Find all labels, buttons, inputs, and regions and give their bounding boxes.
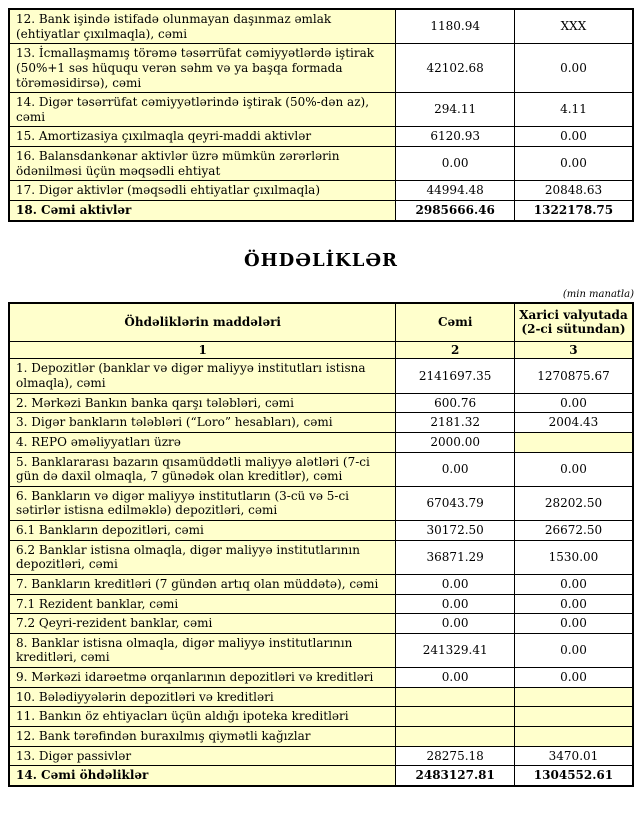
- table-row: [9, 707, 633, 727]
- table-row: [9, 687, 633, 707]
- unit-note: (min manatla): [562, 288, 634, 300]
- total-cell: [396, 707, 515, 727]
- foreign-currency-cell: 0.00: [514, 393, 633, 413]
- row-label: 6. Bankların və digər maliyyə institutların (3-cü və 5-ci sətirlər istisna edilməklə) depozitləri, cəmi: [9, 486, 396, 520]
- total-cell: 0.00: [396, 594, 515, 614]
- total-cell: 2483127.81: [396, 766, 515, 786]
- row-label: 9. Mərkəzi idarəetmə orqanlarının depozitləri və kreditləri: [9, 668, 396, 688]
- foreign-currency-cell: 28202.50: [514, 486, 633, 520]
- row-label: 14. Digər təsərrüfat cəmiyyətlərində iştirak (50%-dən az), cəmi: [9, 93, 396, 127]
- total-cell: 0.00: [396, 668, 515, 688]
- foreign-currency-cell: 0.00: [514, 594, 633, 614]
- row-label: 1. Depozitlər (banklar və digər maliyyə institutları istisna olmaqla), cəmi: [9, 359, 396, 393]
- foreign-currency-cell: XXX: [514, 9, 633, 44]
- foreign-currency-cell: 20848.63: [514, 181, 633, 201]
- table-row: [9, 181, 633, 201]
- total-cell: 44994.48: [396, 181, 515, 201]
- foreign-currency-cell: 1270875.67: [514, 359, 633, 393]
- total-cell: 241329.41: [396, 633, 515, 667]
- foreign-currency-cell: 3470.01: [514, 746, 633, 766]
- total-cell: 36871.29: [396, 540, 515, 574]
- foreign-currency-cell: [514, 707, 633, 727]
- foreign-currency-cell: 0.00: [514, 127, 633, 147]
- total-cell: 67043.79: [396, 486, 515, 520]
- foreign-currency-cell: 1530.00: [514, 540, 633, 574]
- col-number-2: 2: [396, 341, 515, 359]
- table-row: [9, 93, 633, 127]
- foreign-currency-cell: 0.00: [514, 614, 633, 634]
- foreign-currency-cell: 0.00: [514, 44, 633, 93]
- total-cell: 0.00: [396, 574, 515, 594]
- table-row: [9, 147, 633, 181]
- table-row: [9, 200, 633, 220]
- row-label: 14. Cəmi öhdəliklər: [9, 766, 396, 786]
- foreign-currency-cell: 0.00: [514, 147, 633, 181]
- header-row: [9, 303, 633, 342]
- row-label: 15. Amortizasiya çıxılmaqla qeyri-maddi aktivlər: [9, 127, 396, 147]
- foreign-currency-cell: 0.00: [514, 633, 633, 667]
- total-cell: 2181.32: [396, 413, 515, 433]
- table-row: [9, 44, 633, 93]
- row-label: 12. Bank işində istifadə olunmayan daşınmaz əmlak (ehtiyatlar çıxılmaqla), cəmi: [9, 9, 396, 44]
- table-row: [9, 9, 633, 44]
- foreign-currency-cell: 4.11: [514, 93, 633, 127]
- row-label: 8. Banklar istisna olmaqla, digər maliyyə institutlarının kreditləri, cəmi: [9, 633, 396, 667]
- row-label: 13. Digər passivlər: [9, 746, 396, 766]
- foreign-currency-cell: 2004.43: [514, 413, 633, 433]
- total-cell: 28275.18: [396, 746, 515, 766]
- foreign-currency-cell: 1322178.75: [514, 200, 633, 220]
- foreign-currency-cell: 26672.50: [514, 521, 633, 541]
- table-row: [9, 413, 633, 433]
- row-label: 7. Bankların kreditləri (7 gündən artıq olan müddətə), cəmi: [9, 574, 396, 594]
- liabilities-table: [8, 302, 634, 787]
- column-number-row: [9, 341, 633, 359]
- total-cell: [396, 726, 515, 746]
- col-header-total: Cəmi: [396, 303, 515, 342]
- table-row: [9, 486, 633, 520]
- table-row: [9, 521, 633, 541]
- row-label: 12. Bank tərəfindən buraxılmış qiymətli kağızlar: [9, 726, 396, 746]
- row-label: 10. Bələdiyyələrin depozitləri və kreditləri: [9, 687, 396, 707]
- table-row: [9, 432, 633, 452]
- total-cell: 1180.94: [396, 9, 515, 44]
- row-label: 4. REPO əməliyyatları üzrə: [9, 432, 396, 452]
- section-title: ÖHDƏLİKLƏR: [244, 249, 398, 271]
- liabilities-table-body: [9, 359, 633, 786]
- total-cell: 42102.68: [396, 44, 515, 93]
- table-row: [9, 746, 633, 766]
- table-row: [9, 359, 633, 393]
- table-row: [9, 393, 633, 413]
- row-label: 5. Banklararası bazarın qısamüddətli maliyyə alətləri (7-ci gün də daxil olmaqla, 7 günədək olan kreditlər), cəmi: [9, 452, 396, 486]
- table-row: [9, 540, 633, 574]
- row-label: 6.2 Banklar istisna olmaqla, digər maliyyə institutlarının depozitləri, cəmi: [9, 540, 396, 574]
- table-row: [9, 594, 633, 614]
- table-row: [9, 574, 633, 594]
- foreign-currency-cell: 1304552.61: [514, 766, 633, 786]
- row-label: 7.1 Rezident banklar, cəmi: [9, 594, 396, 614]
- table-row: [9, 726, 633, 746]
- assets-table: [8, 8, 634, 222]
- row-label: 16. Balansdankənar aktivlər üzrə mümkün zərərlərin ödənilməsi üçün məqsədli ehtiyat: [9, 147, 396, 181]
- foreign-currency-cell: 0.00: [514, 668, 633, 688]
- assets-table-body: [9, 9, 633, 221]
- foreign-currency-cell: 0.00: [514, 452, 633, 486]
- total-cell: 6120.93: [396, 127, 515, 147]
- row-label: 11. Bankın öz ehtiyacları üçün aldığı ipoteka kreditləri: [9, 707, 396, 727]
- total-cell: 30172.50: [396, 521, 515, 541]
- total-cell: 600.76: [396, 393, 515, 413]
- row-label: 2. Mərkəzi Bankın banka qarşı tələbləri, cəmi: [9, 393, 396, 413]
- table-row: [9, 614, 633, 634]
- col-number-1: 1: [9, 341, 396, 359]
- total-cell: [396, 687, 515, 707]
- total-cell: 0.00: [396, 614, 515, 634]
- foreign-currency-cell: [514, 726, 633, 746]
- table-row: [9, 452, 633, 486]
- col-header-items: Öhdəliklərin maddələri: [9, 303, 396, 342]
- row-label: 7.2 Qeyri-rezident banklar, cəmi: [9, 614, 396, 634]
- total-cell: 2141697.35: [396, 359, 515, 393]
- col-number-3: 3: [514, 341, 633, 359]
- total-cell: 2000.00: [396, 432, 515, 452]
- total-cell: 2985666.46: [396, 200, 515, 220]
- total-cell: 294.11: [396, 93, 515, 127]
- row-label: 18. Cəmi aktivlər: [9, 200, 396, 220]
- table-row: [9, 127, 633, 147]
- col-header-foreign: Xarici valyutada (2-ci sütundan): [514, 303, 633, 342]
- foreign-currency-cell: [514, 432, 633, 452]
- table-row: [9, 668, 633, 688]
- foreign-currency-cell: 0.00: [514, 574, 633, 594]
- table-row: [9, 766, 633, 786]
- total-cell: 0.00: [396, 147, 515, 181]
- foreign-currency-cell: [514, 687, 633, 707]
- row-label: 6.1 Bankların depozitləri, cəmi: [9, 521, 396, 541]
- row-label: 3. Digər bankların tələbləri (“Loro” hesabları), cəmi: [9, 413, 396, 433]
- row-label: 17. Digər aktivlər (məqsədli ehtiyatlar çıxılmaqla): [9, 181, 396, 201]
- liabilities-table-header: [9, 303, 633, 359]
- row-label: 13. İcmallaşmamış törəmə təsərrüfat cəmiyyətlərdə iştirak (50%+1 səs hüququ verən səhm və ya başqa formada törəməsidirsə), cəmi: [9, 44, 396, 93]
- total-cell: 0.00: [396, 452, 515, 486]
- table-row: [9, 633, 633, 667]
